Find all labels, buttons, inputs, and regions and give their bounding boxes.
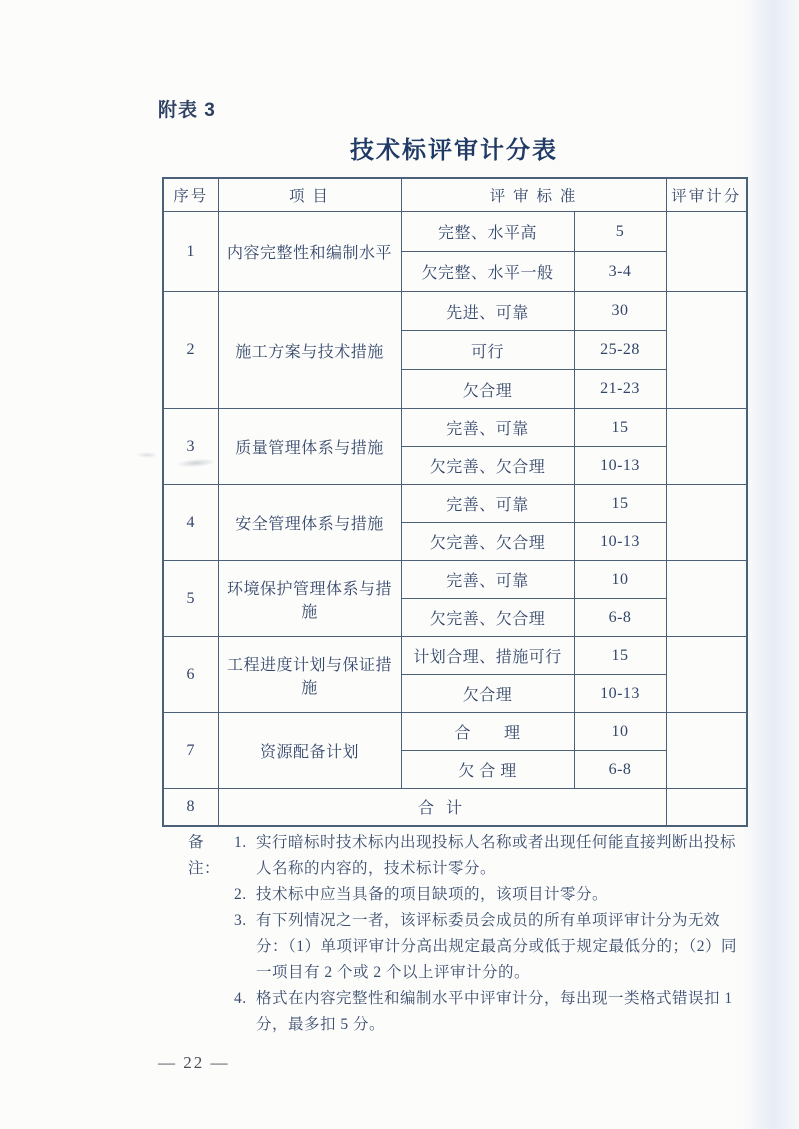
row-index-cell: 4	[163, 485, 218, 561]
score-range-cell: 15	[574, 637, 666, 675]
table-row	[163, 292, 747, 331]
row-index-cell: 6	[163, 637, 218, 713]
criteria-label-cell: 先进、可靠	[401, 292, 574, 331]
criteria-label-cell: 完整、水平高	[401, 212, 574, 252]
row-item-cell: 资源配备计划	[218, 713, 401, 789]
score-range-cell: 6-8	[574, 751, 666, 789]
note-number: 1.	[234, 834, 247, 851]
criteria-label-cell: 欠合理	[401, 370, 574, 409]
page-number: — 22 —	[158, 1053, 230, 1072]
row-index-cell: 3	[163, 409, 218, 485]
table-row	[163, 789, 747, 826]
criteria-label-cell: 完善、可靠	[401, 409, 574, 447]
criteria-label-cell: 完善、可靠	[401, 561, 574, 599]
table-row	[163, 713, 747, 751]
score-range-cell: 10	[574, 713, 666, 751]
score-entry-cell	[666, 212, 747, 292]
score-range-cell: 15	[574, 409, 666, 447]
notes-section	[188, 830, 744, 1038]
score-range-cell: 25-28	[574, 331, 666, 370]
notes-label: 备注：	[188, 834, 221, 877]
score-range-cell: 10-13	[574, 447, 666, 485]
note-text: 有下列情况之一者，该评标委员会成员的所有单项评审计分为无效分：（1）单项评审计分高出规定最高分或低于规定最低分的；（2）同一项目有 2 个或 2 个以上评审计分的。	[256, 912, 738, 981]
row-item-cell: 内容完整性和编制水平	[218, 212, 401, 292]
note-item	[188, 882, 744, 908]
score-range-cell: 10	[574, 561, 666, 599]
row-index-cell: 1	[163, 212, 218, 292]
criteria-label-cell: 欠合理	[401, 675, 574, 713]
criteria-label-cell: 欠完善、欠合理	[401, 523, 574, 561]
note-number: 2.	[234, 886, 247, 903]
table-row	[163, 485, 747, 523]
score-range-cell: 10-13	[574, 675, 666, 713]
score-entry-cell	[666, 409, 747, 485]
score-range-cell: 15	[574, 485, 666, 523]
table-row	[163, 561, 747, 599]
row-item-cell: 安全管理体系与措施	[218, 485, 401, 561]
criteria-label-cell: 计划合理、措施可行	[401, 637, 574, 675]
note-text: 格式在内容完整性和编制水平中评审计分，每出现一类格式错误扣 1 分，最多扣 5 分。	[256, 990, 733, 1033]
row-index-cell: 2	[163, 292, 218, 409]
row-item-cell: 工程进度计划与保证措施	[218, 637, 401, 713]
scan-smudge-left	[136, 452, 158, 458]
criteria-label-cell: 可行	[401, 331, 574, 370]
criteria-label-cell: 欠完整、水平一般	[401, 252, 574, 292]
score-range-cell: 21-23	[574, 370, 666, 409]
row-index-cell: 8	[163, 789, 218, 826]
row-index-cell: 7	[163, 713, 218, 789]
criteria-label-cell: 欠完善、欠合理	[401, 599, 574, 637]
note-item	[188, 908, 744, 986]
page-title: 技术标评审计分表	[350, 138, 558, 164]
score-range-cell: 6-8	[574, 599, 666, 637]
criteria-label-cell: 合 理	[401, 713, 574, 751]
row-item-cell: 施工方案与技术措施	[218, 292, 401, 409]
table-header-row	[163, 178, 747, 212]
criteria-label-cell: 完善、可靠	[401, 485, 574, 523]
score-entry-cell	[666, 713, 747, 789]
summary-cell: 合 计	[218, 789, 666, 826]
header-score-entry: 评审计分	[666, 178, 747, 212]
score-entry-cell	[666, 292, 747, 409]
score-range-cell: 10-13	[574, 523, 666, 561]
score-range-cell: 3-4	[574, 252, 666, 292]
criteria-label-cell: 欠 合 理	[401, 751, 574, 789]
score-entry-cell	[666, 789, 747, 826]
note-text: 技术标中应当具备的项目缺项的，该项目计零分。	[256, 886, 609, 903]
score-table	[162, 177, 748, 827]
score-entry-cell	[666, 637, 747, 713]
score-range-cell: 5	[574, 212, 666, 252]
score-entry-cell	[666, 561, 747, 637]
note-item	[188, 986, 744, 1038]
note-item	[188, 830, 744, 882]
row-item-cell: 环境保护管理体系与措施	[218, 561, 401, 637]
scan-streak-artifact	[741, 0, 799, 1129]
note-text: 实行暗标时技术标内出现投标人名称或者出现任何能直接判断出投标人名称的内容的，技术标计零分。	[256, 834, 737, 877]
header-item: 项 目	[218, 178, 401, 212]
score-range-cell: 30	[574, 292, 666, 331]
note-number: 3.	[234, 912, 247, 929]
table-row	[163, 212, 747, 252]
row-item-cell: 质量管理体系与措施	[218, 409, 401, 485]
table-row	[163, 637, 747, 675]
score-entry-cell	[666, 485, 747, 561]
table-row	[163, 409, 747, 447]
header-index: 序号	[163, 178, 218, 212]
header-criteria: 评 审 标 准	[401, 178, 666, 212]
note-number: 4.	[234, 990, 247, 1007]
criteria-label-cell: 欠完善、欠合理	[401, 447, 574, 485]
score-table-body	[163, 212, 747, 826]
appendix-label: 附表 3	[158, 100, 216, 121]
row-index-cell: 5	[163, 561, 218, 637]
